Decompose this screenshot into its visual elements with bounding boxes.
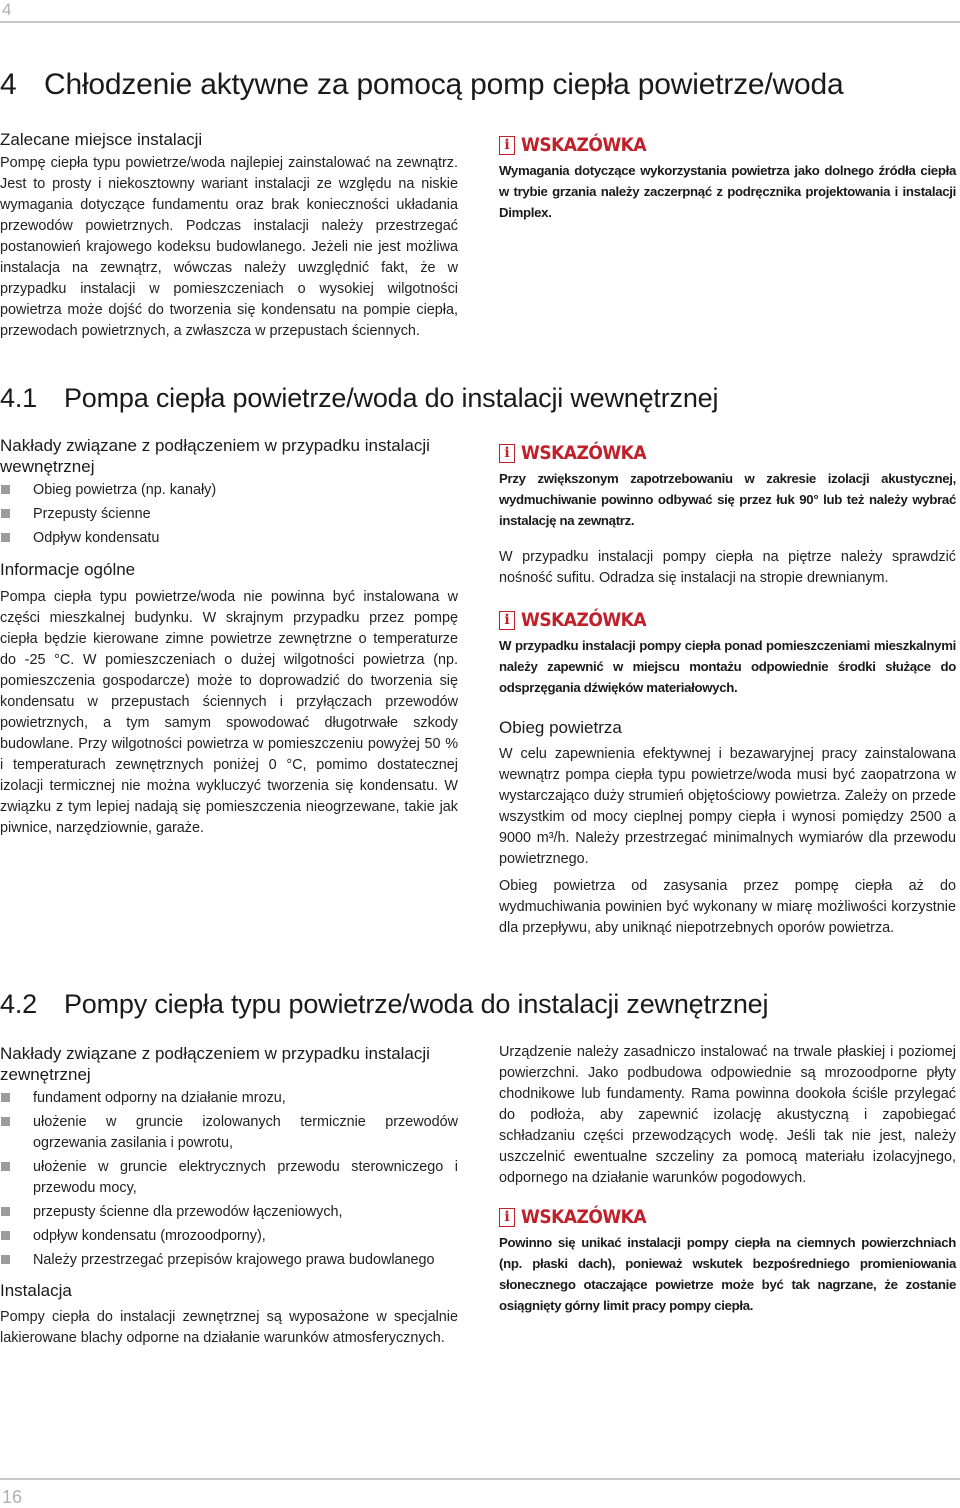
note-1-title: WSKAZÓWKA xyxy=(521,134,647,156)
chapter-title xyxy=(0,68,843,102)
section-4-1-title-text: Pompa ciepła powietrze/woda do instalacji wewnętrznej xyxy=(64,383,719,413)
section-4-2-left xyxy=(0,1043,458,1349)
note-2-title: WSKAZÓWKA xyxy=(521,442,647,464)
list-item: Należy przestrzegać przepisów krajowego prawa budowlanego xyxy=(0,1250,458,1271)
recommended-location-block xyxy=(0,129,458,342)
note-1 xyxy=(499,133,956,223)
note-4 xyxy=(499,1205,956,1316)
foundation-text: Urządzenie należy zasadniczo instalować na trwale płaskiej i poziomej powierzchni. Jako podbudowa odpowiednie są mrozoodporne płyty chodnikowe lub fundamenty. Rama powinna dookoła ściśle przylegać do podłoża, aby zapewnić izolację akustyczną i zapobiegać schładzaniu części przewodzących wodę. Jeśli tak nie jest, należy uszczelnić ewentualne szczeliny za pomocą materiału izolacyjnego, odpornego na działanie warunków pogodowych. xyxy=(499,1044,956,1186)
header-divider xyxy=(0,21,960,23)
section-4-1-right xyxy=(499,441,956,939)
costs-internal-list xyxy=(0,480,458,549)
section-4-2-title xyxy=(0,989,768,1020)
costs-internal-heading: Nakłady związane z podłączeniem w przypadku instalacji wewnętrznej xyxy=(0,436,430,476)
general-info-text: Pompa ciepła typu powietrze/woda nie powinna być instalowana w części mieszkalnej budynku. W skrajnym przypadku przez pompę ciepła będzie kierowane zimne powietrze zewnętrzne o temperaturze do -25 °C. W pomieszczeniach o dużej wilgotności powietrza (np. pomieszczenia gospodarcze) może to doprowadzić do tworzenia się kondensatu w przepustach ściennych i przyłączach przewodów powietrznych, a tym samym spowodować długotrwałe szkody budowlane. Przy wilgotności powietrza w pomieszczeniu powyżej 50 % i temperaturach zewnętrznych poniżej 0 °C, pomimo dostatecznej izolacji termicznej nie można wykluczyć tworzenia się kondensatu. W związku z tym lepiej nadają się pomieszczenia nieogrzewane, takie jak piwnice, narzędziownie, garaże. xyxy=(0,589,458,836)
section-4-1-left xyxy=(0,435,458,839)
section-4-2-title-text: Pompy ciepła typu powietrze/woda do instalacji zewnętrznej xyxy=(64,989,769,1019)
recommended-location-heading: Zalecane miejsce instalacji xyxy=(0,130,203,149)
note-2-header xyxy=(499,441,956,465)
bullet-square-icon xyxy=(1,533,10,542)
air-circulation-text-2: Obieg powietrza od zasysania przez pompę ciepła aż do wydmuchiwania powinien być wykonany w miarę możliwości korzystnie dla przepływu, aby uniknąć niepotrzebnych oporów powietrza. xyxy=(499,878,956,936)
list-item: Odpływ kondensatu xyxy=(0,528,458,549)
bullet-square-icon xyxy=(1,485,10,494)
costs-external-heading: Nakłady związane z podłączeniem w przypadku instalacji zewnętrznej xyxy=(0,1044,430,1084)
header-section-number: 4 xyxy=(2,0,12,19)
bullet-square-icon xyxy=(1,1207,10,1216)
general-info-heading: Informacje ogólne xyxy=(0,560,136,579)
section-4-2-number: 4.2 xyxy=(0,989,37,1019)
list-item: przepusty ścienne dla przewodów łączeniowych, xyxy=(0,1202,458,1223)
note-3-header xyxy=(499,608,956,632)
note-4-header xyxy=(499,1205,956,1229)
bullet-square-icon xyxy=(1,509,10,518)
bullet-square-icon xyxy=(1,1093,10,1102)
air-circulation-heading: Obieg powietrza xyxy=(499,718,622,737)
note-2-text: Przy zwiększonym zapotrzebowaniu w zakresie izolacji akustycznej, wydmuchiwanie powinno odbywać się przez łuk 90° lub też należy wybrać instalację na zewnątrz. xyxy=(499,471,956,528)
info-icon: i xyxy=(499,444,515,463)
note-1-text: Wymagania dotyczące wykorzystania powietrza jako dolnego źródła ciepła w trybie grzania należy zaczerpnąć z podręcznika projektowania i instalacji Dimplex. xyxy=(499,163,956,220)
info-icon: i xyxy=(499,136,515,155)
air-circulation-text-1: W celu zapewnienia efektywnej i bezawaryjnej pracy zainstalowana wewnątrz pompa ciepła typu powietrze/woda musi być zaopatrzona w wystarczająco duży strumień objętościowy powietrza. Zależy on przede wszystkim od mocy cieplnej pompy ciepła i wynosi pomiędzy 2500 a 9000 m³/h. Należy przestrzegać minimalnych wymiarów dla przewodu powietrznego. xyxy=(499,746,956,867)
note-4-title: WSKAZÓWKA xyxy=(521,1206,647,1228)
note-4-text: Powinno się unikać instalacji pompy ciepła na ciemnych powierzchniach (np. płaski dach), ponieważ wskutek bezpośredniego promieniowania słonecznego otaczające powietrze może być tak nagrzane, że zostanie osiągnięty górny limit pracy pompy ciepła. xyxy=(499,1235,956,1313)
bullet-square-icon xyxy=(1,1117,10,1126)
list-item: Obieg powietrza (np. kanały) xyxy=(0,480,458,501)
section-4-1-title xyxy=(0,383,718,414)
chapter-title-text: Chłodzenie aktywne za pomocą pomp ciepła powietrze/woda xyxy=(44,68,844,101)
page-number: 16 xyxy=(2,1487,23,1507)
note-1-header xyxy=(499,133,956,157)
info-icon: i xyxy=(499,1208,515,1227)
bullet-square-icon xyxy=(1,1255,10,1264)
installation-text: Pompy ciepła do instalacji zewnętrznej są wyposażone w specjalnie lakierowane blachy odporne na działanie warunków atmosferycznych. xyxy=(0,1309,458,1346)
footer-divider xyxy=(0,1478,960,1480)
note-3-title: WSKAZÓWKA xyxy=(521,609,647,631)
section-4-1-number: 4.1 xyxy=(0,383,37,413)
note-2 xyxy=(499,441,956,531)
list-item: ułożenie w gruncie izolowanych termicznie przewodów ogrzewania zasilania i powrotu, xyxy=(0,1112,458,1154)
recommended-location-text: Pompę ciepła typu powietrze/woda najlepiej zainstalować na zewnątrz. Jest to prosty i niekosztowny wariant instalacji ze względu na niskie wymagania dotyczące fundamentu oraz brak konieczności układania przewodów powietrznych. Podczas instalacji należy przestrzegać postanowień krajowego kodeksu budowlanego. Jeżeli nie jest możliwa instalacja na zewnątrz, wówczas należy uwzględnić fakt, że w przypadku instalacji w pomieszczeniach o wysokiej wilgotności powietrza może dojść do tworzenia się kondensatu na pompie ciepła, przewodach powietrznych, a zwłaszcza w przepustach ściennych. xyxy=(0,155,458,339)
list-item: ułożenie w gruncie elektrycznych przewodu sterowniczego i przewodu mocy, xyxy=(0,1157,458,1199)
note-3-text: W przypadku instalacji pompy ciepła ponad pomieszczeniami mieszkalnymi należy zapewnić w miejscu montażu odpowiednie środki służące do odsprzęgania dźwięków materiałowych. xyxy=(499,638,956,695)
bullet-square-icon xyxy=(1,1231,10,1240)
list-item: fundament odporny na działanie mrozu, xyxy=(0,1088,458,1109)
info-icon: i xyxy=(499,611,515,630)
chapter-number: 4 xyxy=(0,68,17,101)
list-item: odpływ kondensatu (mrozoodporny), xyxy=(0,1226,458,1247)
list-item: Przepusty ścienne xyxy=(0,504,458,525)
costs-external-list xyxy=(0,1088,458,1271)
note-3 xyxy=(499,608,956,698)
installation-heading: Instalacja xyxy=(0,1281,72,1300)
ceiling-text: W przypadku instalacji pompy ciepła na piętrze należy sprawdzić nośność sufitu. Odradza się instalacji na stropie drewnianym. xyxy=(499,549,956,586)
bullet-square-icon xyxy=(1,1162,10,1171)
section-4-2-right xyxy=(499,1042,956,1316)
